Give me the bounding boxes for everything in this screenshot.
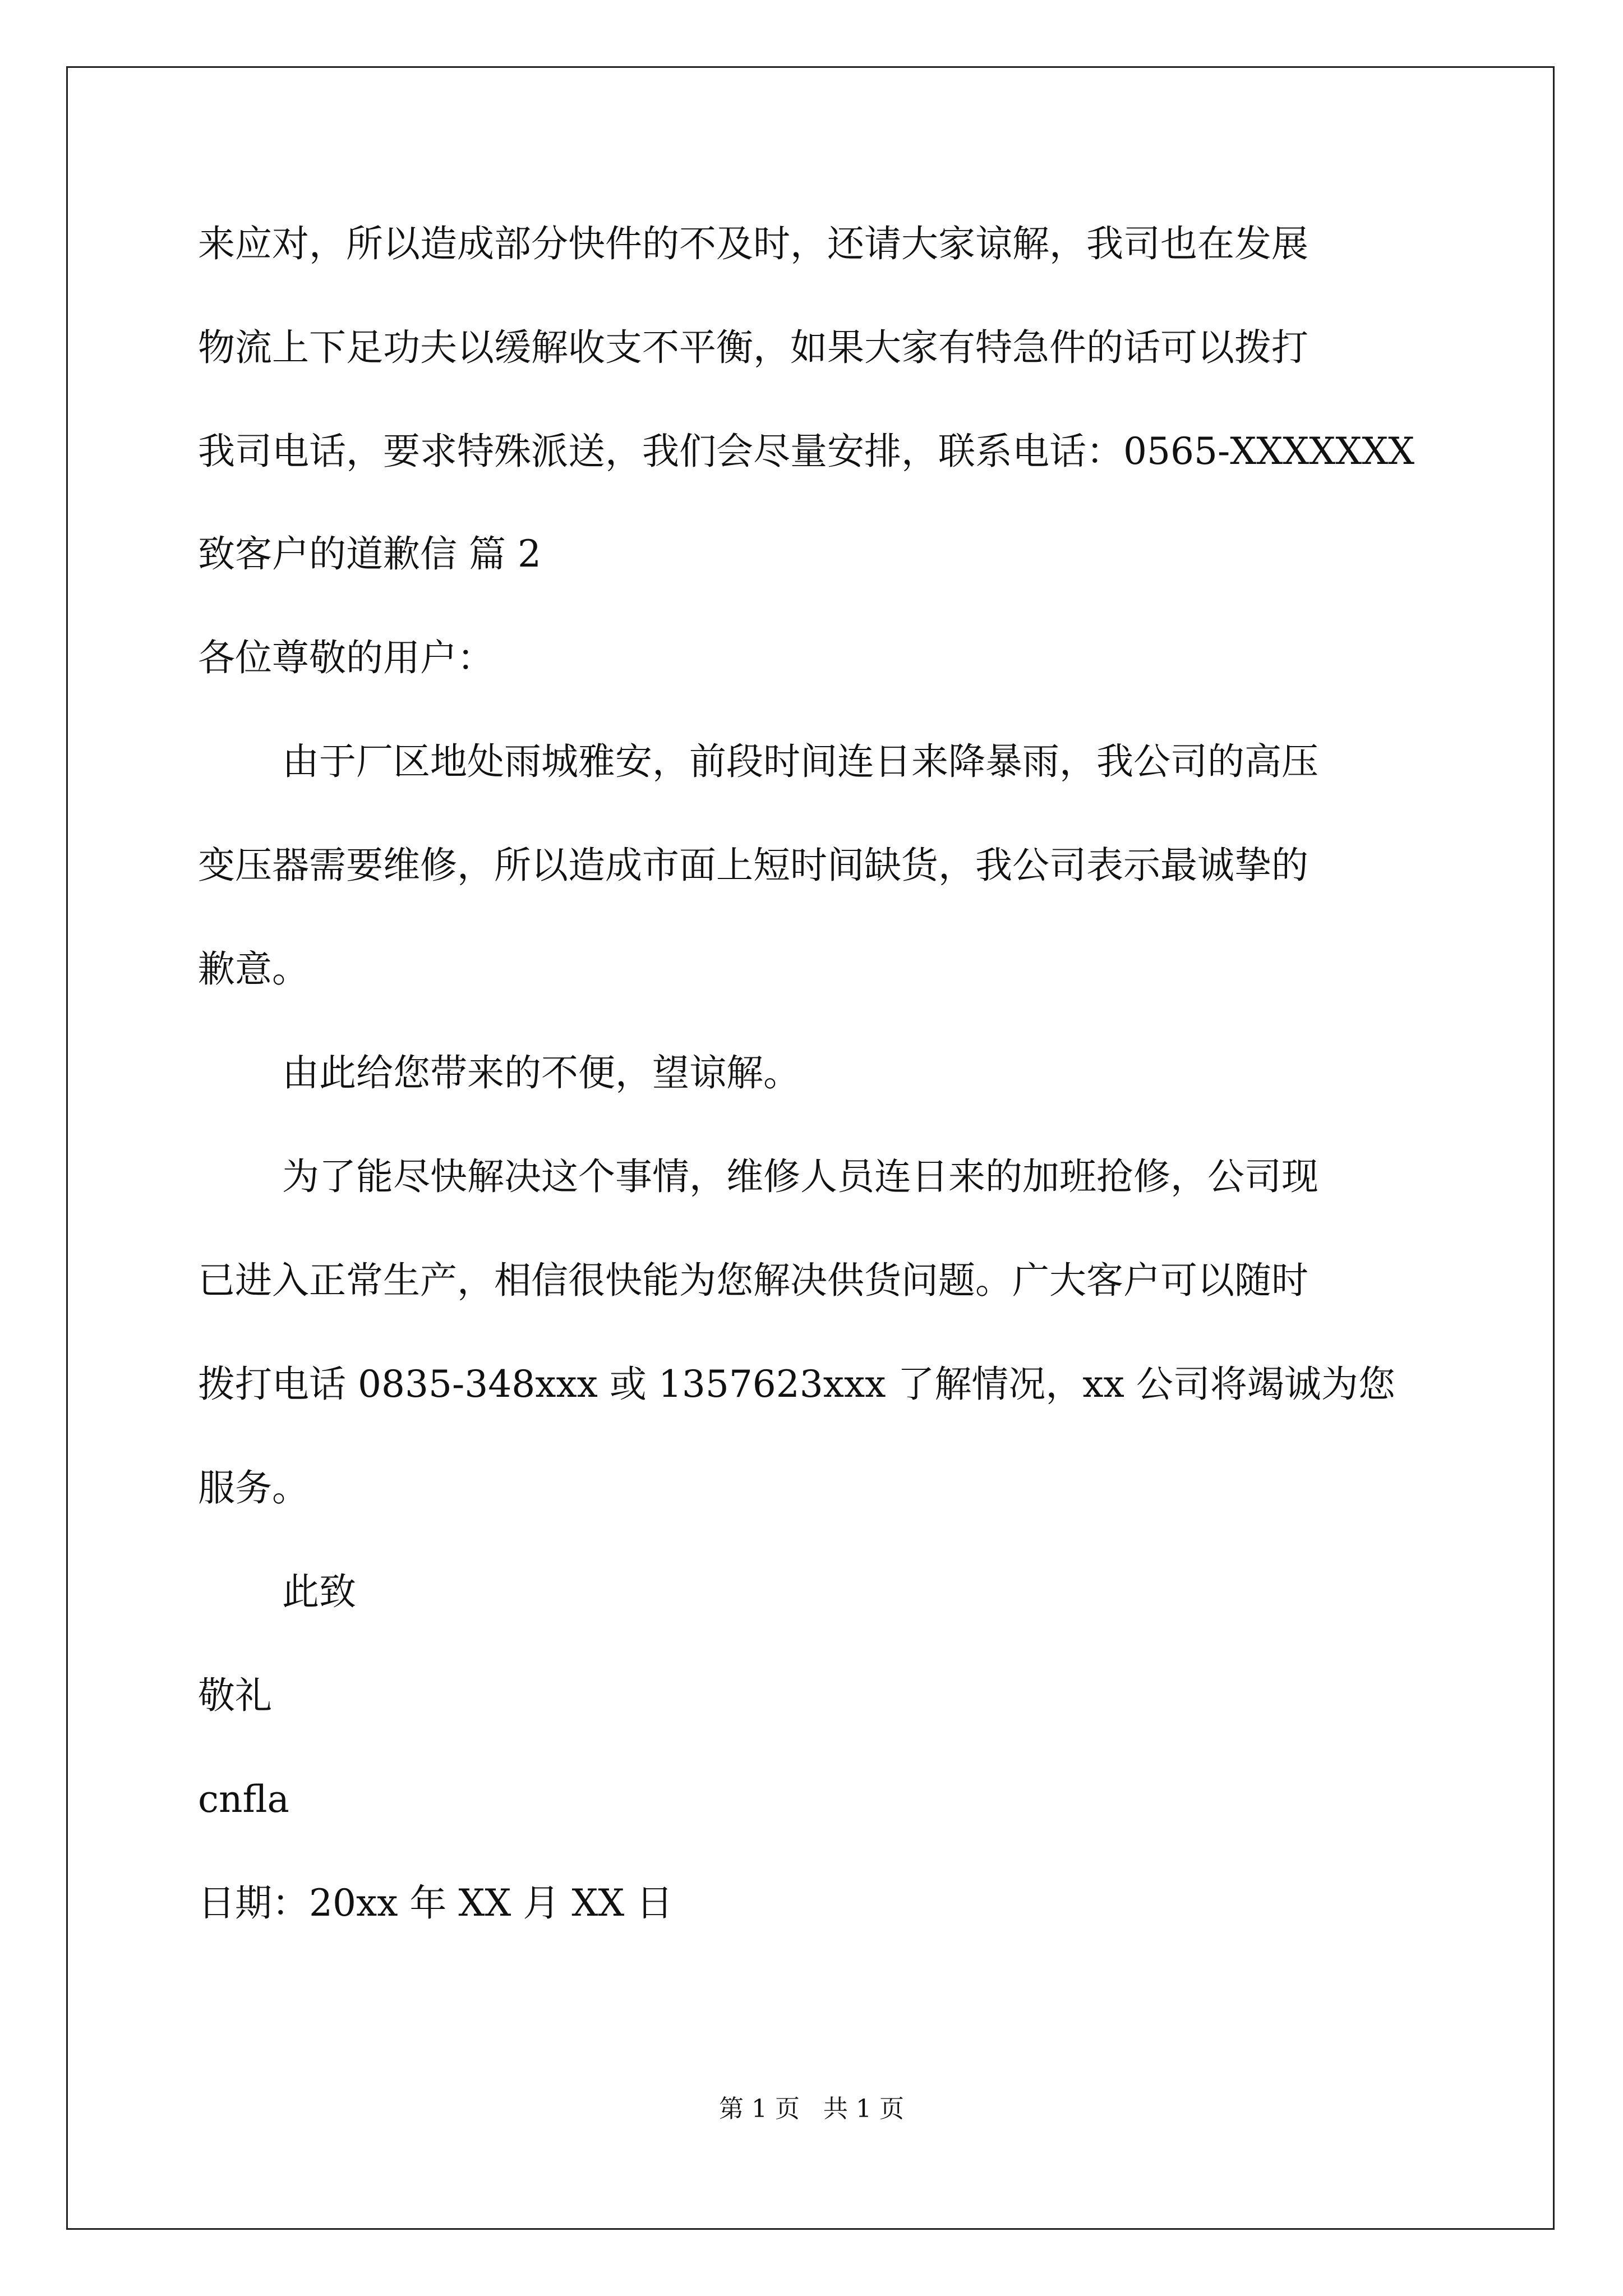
signature: cnfla (198, 1778, 289, 1821)
section-heading: 致客户的道歉信 篇 2 (198, 532, 541, 576)
page-footer: 第 1 页 共 1 页 (719, 2095, 904, 2123)
body-line-12: 拨打电话 0835-348xxx 或 1357623xxx 了解情况，xx 公司将竭诚为您 (198, 1363, 1395, 1406)
body-line-6: 由于厂区地处雨城雅安，前段时间连日来降暴雨，我公司的高压 (282, 740, 1318, 783)
body-line-3: 我司电话，要求特殊派送，我们会尽量安排，联系电话：0565-XXXXXXX (198, 430, 1415, 473)
salutation: 各位尊敬的用户： (198, 636, 494, 679)
body-line-9: 由此给您带来的不便，望谅解。 (282, 1051, 800, 1094)
date-line: 日期：20xx 年 XX 月 XX 日 (198, 1881, 674, 1925)
body-line-10: 为了能尽快解决这个事情，维修人员连日来的加班抢修，公司现 (282, 1155, 1318, 1198)
body-line-13: 服务。 (198, 1466, 309, 1510)
body-line-1: 来应对，所以造成部分快件的不及时，还请大家谅解，我司也在发展 (198, 222, 1308, 265)
body-line-7: 变压器需要维修，所以造成市面上短时间缺货，我公司表示最诚挚的 (198, 844, 1308, 887)
body-line-11: 已进入正常生产，相信很快能为您解决供货问题。广大客户可以随时 (198, 1259, 1308, 1302)
body-line-8: 歉意。 (198, 947, 309, 991)
closing-line: 此致 (282, 1570, 356, 1613)
regards-line: 敬礼 (198, 1674, 272, 1717)
body-line-2: 物流上下足功夫以缓解收支不平衡，如果大家有特急件的话可以拨打 (198, 326, 1308, 369)
